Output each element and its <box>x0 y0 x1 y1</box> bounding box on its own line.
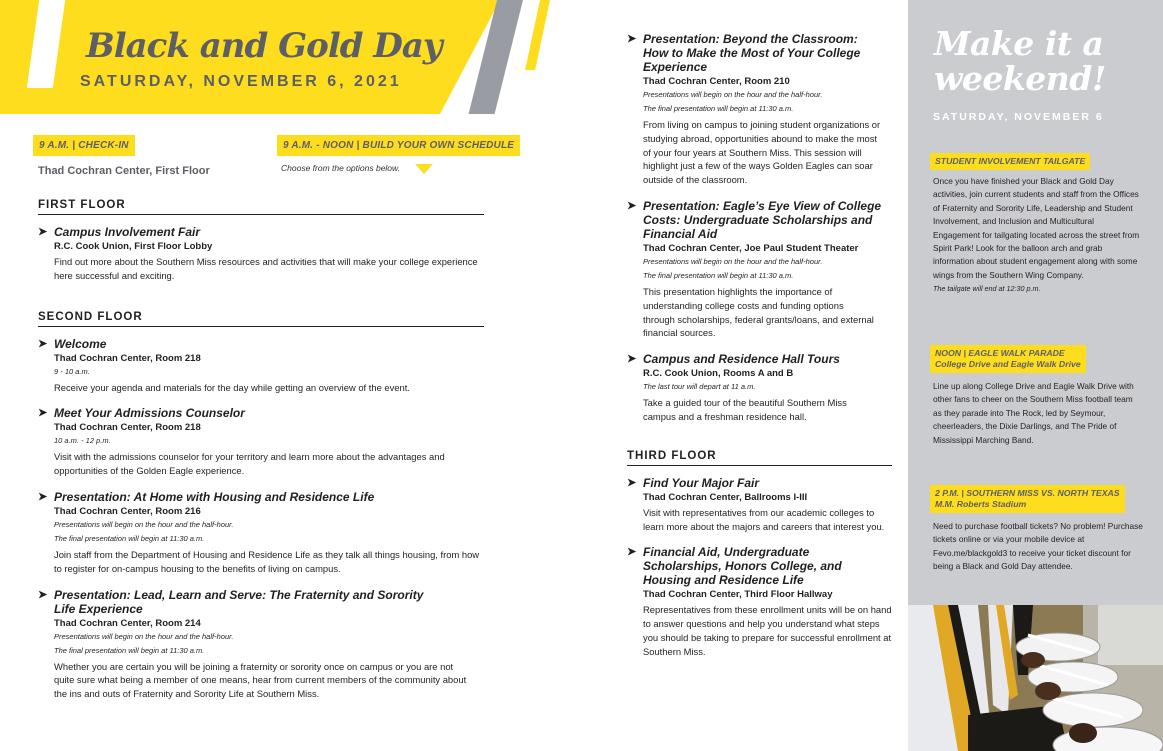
session-location: R.C. Cook Union, Rooms A and B <box>643 368 794 380</box>
floor-heading-second: SECOND FLOOR <box>38 311 484 327</box>
session-title: Presentation: Eagle’s Eye View of College Costs: Undergraduate Scholarships and Financial Aid <box>643 198 882 241</box>
session-location: Thad Cochran Center, Room 216 <box>54 505 201 517</box>
session-title: Presentation: At Home with Housing and Residence Life <box>54 489 375 504</box>
session-item <box>627 352 892 424</box>
middle-column <box>627 32 892 671</box>
session-note: Presentations will begin on the hour and the half-hour. <box>54 631 234 641</box>
banner-gold-stripe <box>525 0 550 70</box>
session-title: Presentation: Lead, Learn and Serve: The Fraternity and Sorority Life Experience <box>54 587 424 616</box>
tailgate-note: The tailgate will end at 12:30 p.m. <box>933 284 1041 294</box>
sidebar-title-line1: Make it a <box>934 24 1104 63</box>
arrow-icon: ➤ <box>627 546 637 559</box>
parade-tag <box>930 345 1086 373</box>
session-item <box>627 545 892 658</box>
session-title: Financial Aid, Undergraduate Scholarships, Honors College, and Housing and Residence Life <box>643 545 842 588</box>
session-title: Campus and Residence Hall Tours <box>643 352 840 367</box>
checkin-tag: 9 A.M. | CHECK-IN <box>33 135 135 156</box>
session-description: Representatives from these enrollment units will be on hand to answer questions and help you understand what steps you should be taking to prepare for successful enrollment at Southern Miss. <box>643 604 892 657</box>
session-title: Find Your Major Fair <box>643 475 760 490</box>
sidebar-title <box>934 26 1106 96</box>
session-title: Meet Your Admissions Counselor <box>54 406 245 421</box>
session-item <box>38 406 484 478</box>
session-location: Thad Cochran Center, Room 214 <box>54 617 201 629</box>
parade-title: NOON | EAGLE WALK PARADE <box>935 348 1065 358</box>
session-description: From living on campus to joining student organizations or studying abroad, opportunities abound to make the most of your four years at Southern Miss. This session will highlight just a few of the ways Golden Eagles can soar outside of the classroom. <box>643 119 881 186</box>
session-description: Receive your agenda and materials for the day while getting an overview of the event. <box>54 381 410 393</box>
session-note: The final presentation will begin at 11:30 a.m. <box>643 104 794 113</box>
tailgate-text <box>933 175 1143 296</box>
weekend-sidebar <box>908 0 1163 605</box>
sidebar-date: SATURDAY, NOVEMBER 6 <box>933 111 1104 123</box>
session-time: 9 - 10 a.m. <box>54 366 90 376</box>
session-item <box>38 490 484 576</box>
session-description: Whether you are certain you will be joining a fraternity or sorority once on campus or you are not quite sure what being a member of one means, hear from current members of the community about the ins and outs of Fraternity and Sorority Life at Southern Miss. <box>54 660 467 700</box>
chevron-down-icon <box>415 164 433 174</box>
session-item <box>38 588 468 701</box>
session-title: Presentation: Beyond the Classroom: How to Make the Most of Your College Experience <box>643 32 861 74</box>
session-description: Take a guided tour of the beautiful Southern Miss campus and a freshman residence hall. <box>643 397 847 422</box>
arrow-icon: ➤ <box>38 588 48 601</box>
tailgate-description: Once you have finished your Black and Gold Day activities, join current students and staff from the Offices of Fraternity and Sorority Life, Leadership and Student Involvement, and Inclusion and Multicultural Engagement for tailgating located across the street from Spirit Park! Look for the balloon arch and grab information about student engagement along with some wings from the Southern Wing Company. <box>933 176 1140 280</box>
arrow-icon: ➤ <box>38 407 48 420</box>
schedule-hint: Choose from the options below. <box>281 163 401 173</box>
schedule-tag: 9 A.M. - NOON | BUILD YOUR OWN SCHEDULE <box>277 135 520 156</box>
session-item <box>38 337 484 395</box>
session-item <box>627 199 892 340</box>
drumline-photo <box>908 605 1163 751</box>
arrow-icon: ➤ <box>38 337 48 350</box>
session-note: Presentations will begin on the hour and the half-hour. <box>643 256 823 266</box>
arrow-icon: ➤ <box>627 476 637 489</box>
session-location: Thad Cochran Center, Joe Paul Student Theater <box>643 242 859 254</box>
page-title: Black and Gold Day <box>86 26 442 66</box>
session-location: Thad Cochran Center, Third Floor Hallway <box>643 589 833 601</box>
session-location: Thad Cochran Center, Room 218 <box>54 422 201 434</box>
session-item <box>627 32 892 187</box>
checkin-location: Thad Cochran Center, First Floor <box>38 165 210 177</box>
left-column <box>38 199 484 713</box>
arrow-icon: ➤ <box>627 33 637 45</box>
session-item <box>38 225 484 283</box>
session-location: R.C. Cook Union, First Floor Lobby <box>54 241 213 252</box>
session-title: Welcome <box>54 336 107 351</box>
floor-heading-third: THIRD FLOOR <box>627 450 892 466</box>
game-title: 2 P.M. | SOUTHERN MISS VS. NORTH TEXAS <box>935 488 1120 498</box>
session-description: Visit with representatives from our academic colleges to learn more about the majors and careers that interest you. <box>643 506 885 532</box>
session-note: The final presentation will begin at 11:30 a.m. <box>54 533 205 543</box>
game-description: Need to purchase football tickets? No problem! Purchase tickets online or via your mobile device at Fevo.me/blackgold3 to receive your ticket discount for being a Black and Gold Day attendee. <box>933 521 1143 572</box>
session-note: Presentations will begin on the hour and the half-hour. <box>643 90 823 99</box>
parade-location: College Drive and Eagle Walk Drive <box>935 359 1081 369</box>
session-item <box>627 476 892 534</box>
game-location: M.M. Roberts Stadium <box>935 499 1027 509</box>
session-description: Visit with the admissions counselor for your territory and learn more about the advantages and opportunities of the Golden Eagle experience. <box>54 451 445 477</box>
event-date: SATURDAY, NOVEMBER 6, 2021 <box>80 73 402 90</box>
drumline-photo-illustration <box>908 605 1163 751</box>
game-tag <box>930 485 1125 513</box>
sidebar-title-line2: weekend! <box>934 59 1106 98</box>
floor-heading-first: FIRST FLOOR <box>38 199 484 215</box>
parade-description: Line up along College Drive and Eagle Walk Drive with other fans to cheer on the Southern Miss football team as they parade into The Rock, led by Seymour, cheerleaders, the Dixie Darlings, and The Pride of Mississippi Marching Band. <box>933 381 1134 445</box>
session-description: Join staff from the Department of Housing and Residence Life as they talk all things housing, from how to register for on-campus housing to the benefits of living on campus. <box>54 548 480 574</box>
arrow-icon: ➤ <box>38 226 48 238</box>
header-banner <box>0 0 560 114</box>
arrow-icon: ➤ <box>38 490 48 503</box>
arrow-icon: ➤ <box>627 199 637 212</box>
session-note: The final presentation will begin at 11:30 a.m. <box>54 645 205 655</box>
session-location: Thad Cochran Center, Room 210 <box>643 76 790 87</box>
session-description: Find out more about the Southern Miss resources and activities that will make your college experience here successful and exciting. <box>54 256 478 281</box>
session-location: Thad Cochran Center, Room 218 <box>54 352 201 364</box>
session-title: Campus Involvement Fair <box>54 225 201 239</box>
session-note: The final presentation will begin at 11:30 a.m. <box>643 270 794 280</box>
session-location: Thad Cochran Center, Ballrooms I-III <box>643 491 808 503</box>
tailgate-tag: STUDENT INVOLVEMENT TAILGATE <box>930 153 1090 170</box>
session-description: This presentation highlights the importance of understanding college costs and funding options through scholarships, federal grants/loans, and external financial sources. <box>643 285 874 339</box>
arrow-icon: ➤ <box>627 353 637 366</box>
session-time: 10 a.m. - 12 p.m. <box>54 436 111 446</box>
session-note: The last tour will depart at 11 a.m. <box>643 382 756 392</box>
session-note: Presentations will begin on the hour and the half-hour. <box>54 519 234 529</box>
